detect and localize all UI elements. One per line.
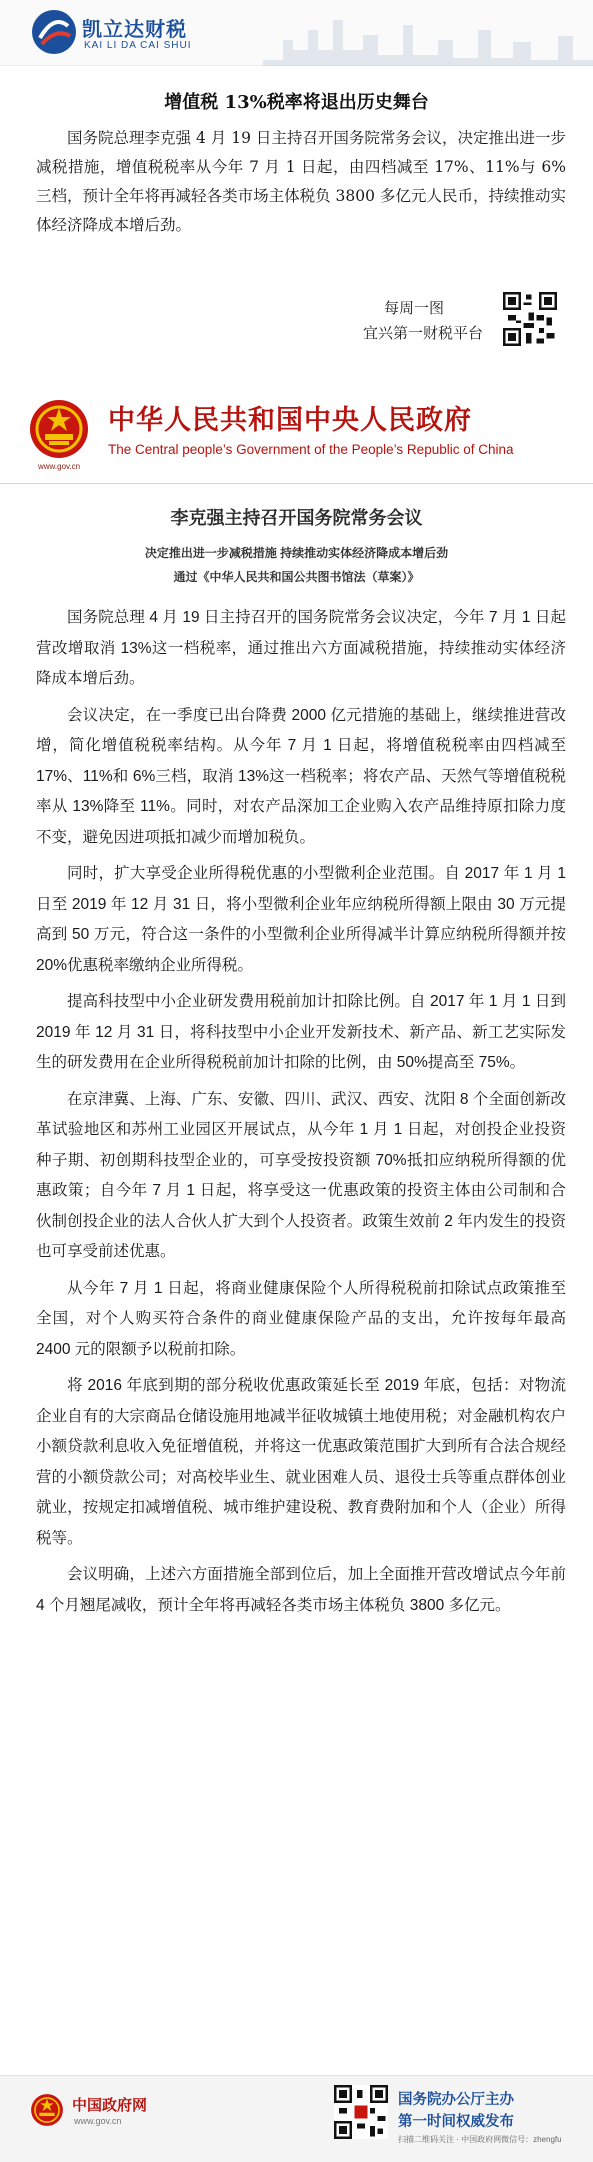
footer-slogan1: 国务院办公厅主办 <box>398 2092 514 2108</box>
national-emblem-icon <box>28 398 90 460</box>
article2-paragraph: 在京津冀、上海、广东、安徽、四川、武汉、西安、沈阳 8 个全面创新改革试验地区和苏州工业园区开展试点，从今年 1 月 1 日起，对创投企业投资种子期、初创期科技型企业的，可享受按投资额 70%抵扣应纳税所得额的优惠政策；自今年 7 月 1 日起，将享受这一优惠政策的投资主体由公司制和合伙制创投企业的法人合伙人扩大到个人投资者。政策生效前 2 年内发生的投资也可享受前述优惠。 <box>36 1090 566 1260</box>
article2-paragraph: 提高科技型中小企业研发费用税前加计扣除比例。自 2017 年 1 月 1 日到 2019 年 12 月 31 日，将科技型中小企业开发新技术、新产品、新工艺实际发生的研发费用在企业所得税税前加计扣除的比例，由 50%提高至 75%。 <box>36 993 566 1071</box>
article2-subtitle1: 决定推出进一步减税措施 持续推动实体经济降成本增后劲 <box>144 546 449 560</box>
article2-paragraph: 会议决定，在一季度已出台降费 2000 亿元措施的基础上，继续推进营改增，简化增值税税率结构。从今年 7 月 1 日起，将增值税税率由四档减至 17%、11%和 6%三档，取消 13%这一档税率；将农产品、天然气等增值税税率从 13%降至 11%。同时，对农产品深加工企业购入农产品维持原扣除力度不变，避免因进项抵扣减少而增加税负。 <box>36 706 566 846</box>
qr-code-icon <box>334 2085 388 2139</box>
article2-title: 李克强主持召开国务院常务会议 <box>170 508 423 528</box>
national-emblem-icon <box>30 2093 64 2127</box>
gov-name-en: The Central people’s Government of the People’s Republic of China <box>108 442 514 457</box>
article2-paragraph: 国务院总理 4 月 19 日主持召开的国务院常务会议决定，今年 7 月 1 日起营改增取消 13%这一档税率，通过推出六方面减税措施，持续推动实体经济降成本增后劲。 <box>36 609 566 687</box>
gov-url: www.gov.cn <box>38 462 81 471</box>
article2-subtitle2: 通过《中华人民共和国公共图书馆法（草案）》 <box>173 570 420 584</box>
divider <box>0 483 593 484</box>
article1-signature-line2: 宜兴第一财税平台 <box>363 324 484 342</box>
city-skyline-decoration <box>263 0 593 66</box>
footer-site-name: 中国政府网 <box>72 2097 148 2114</box>
article2-paragraph: 会议明确，上述六方面措施全部到位后，加上全面推开营改增试点今年前 4 个月翘尾减收，预计全年将再减轻各类市场主体税负 3800 多亿元。 <box>36 1566 566 1614</box>
article1-body: 国务院总理李克强 4 月 19 日主持召开国务院常务会议，决定推出进一步减税措施，增值税税率从今年 7 月 1 日起，由四档减至 17%、11%与 6%三档，预计全年将再减轻各类市场主体税负 3800 多亿元人民币，持续推动实体经济降成本增后劲。 <box>36 129 566 234</box>
gov-name-cn: 中华人民共和国中央人民政府 <box>108 405 472 435</box>
brand-pinyin: KAI LI DA CAI SHUI <box>84 40 192 51</box>
brand-name: 凯立达财税 <box>82 19 187 41</box>
footer-slogan2: 第一时间权威发布 <box>398 2114 514 2130</box>
qr-code-icon <box>503 292 557 346</box>
article2-paragraph: 将 2016 年底到期的部分税收优惠政策延长至 2019 年底，包括：对物流企业自有的大宗商品仓储设施用地减半征收城镇土地使用税；对金融机构农户小额贷款利息收入免征增值税，并将这一优惠政策范围扩大到所有合法合规经营的小额贷款公司；对高校毕业生、就业困难人员、退役士兵等重点群体创业就业，按规定扣减增值税、城市维护建设税、教育费附加和个人（企业）所得税等。 <box>36 1377 566 1547</box>
article2-paragraph: 同时，扩大享受企业所得税优惠的小型微利企业范围。自 2017 年 1 月 1 日至 2019 年 12 月 31 日，将小型微利企业年应纳税所得额上限由 30 万元提高到 50 万元，符合这一条件的小型微利企业所得减半计算应纳税所得额并按 20%优惠税率缴纳企业所得税。 <box>36 865 566 974</box>
article2-paragraph: 从今年 7 月 1 日起，将商业健康保险个人所得税税前扣除试点政策推至全国，对个人购买符合条件的商业健康保险产品的支出，允许按每年最高 2400 元的限额予以税前扣除。 <box>36 1279 566 1358</box>
footer-site-url: www.gov.cn <box>74 2116 122 2126</box>
footer-small-text: 扫描二维码关注 · 中国政府网微信号：zhengfu <box>398 2135 562 2144</box>
article1-title: 增值税 13%税率将退出历史舞台 <box>164 92 429 113</box>
article2-body <box>36 603 566 1627</box>
article1-signature-line1: 每周一图 <box>384 299 445 317</box>
brand-logo-icon <box>30 8 78 56</box>
